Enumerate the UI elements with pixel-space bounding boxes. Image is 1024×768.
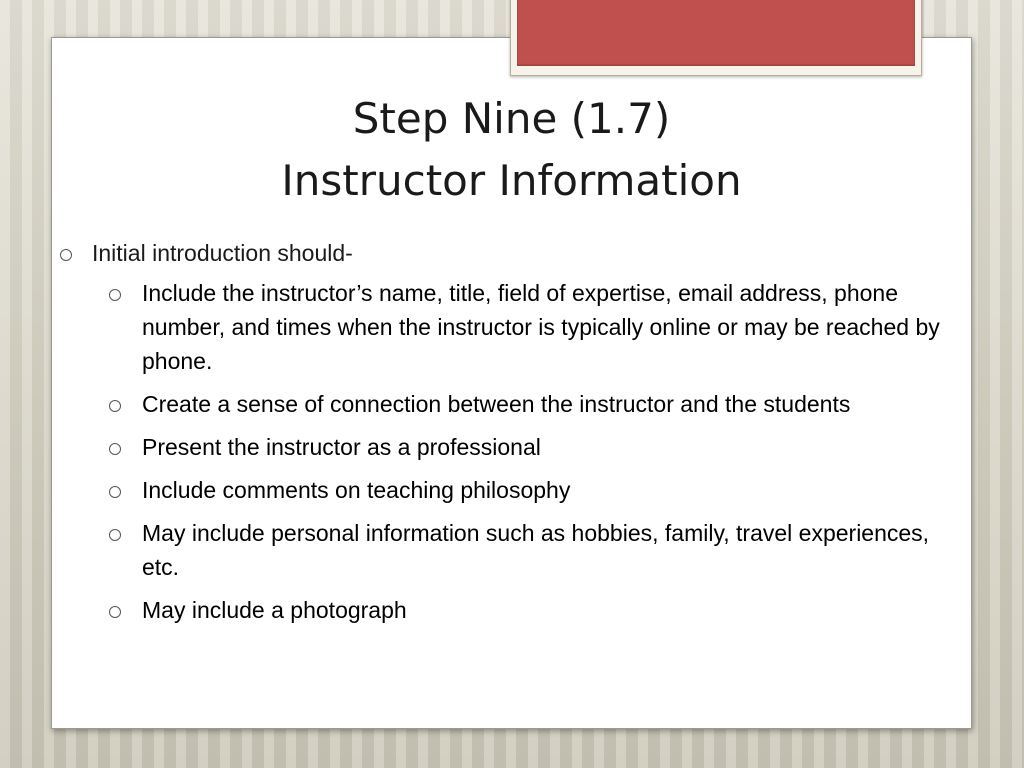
hollow-circle-bullet-icon xyxy=(109,529,121,541)
slide-title xyxy=(51,88,972,212)
list-item-level2 xyxy=(55,593,960,627)
hollow-circle-bullet-icon xyxy=(60,249,72,261)
list-item-level2 xyxy=(55,387,960,421)
list-item-level2 xyxy=(55,276,960,378)
hollow-circle-bullet-icon xyxy=(109,443,121,455)
hollow-circle-bullet-icon xyxy=(109,400,121,412)
list-item-text: May include a photograph xyxy=(142,597,407,623)
list-item-text: Present the instructor as a professional xyxy=(142,434,541,460)
title-line-1: Step Nine (1.7) xyxy=(352,94,671,143)
list-item-text: Create a sense of connection between the instructor and the students xyxy=(142,391,851,417)
list-item-level2 xyxy=(55,473,960,507)
list-item-level2 xyxy=(55,516,960,584)
list-item-level1 xyxy=(55,236,960,270)
hollow-circle-bullet-icon xyxy=(109,486,121,498)
accent-bar xyxy=(517,0,915,66)
bullet-list xyxy=(55,236,960,636)
title-line-2: Instructor Information xyxy=(281,156,742,205)
list-item-text: Initial introduction should- xyxy=(92,240,353,266)
hollow-circle-bullet-icon xyxy=(109,289,121,301)
list-item-text: Include the instructor’s name, title, field of expertise, email address, phone number, and times when the instructor is typically online or may be reached by phone. xyxy=(142,280,940,374)
hollow-circle-bullet-icon xyxy=(109,606,121,618)
list-item-text: Include comments on teaching philosophy xyxy=(142,477,571,503)
list-item-text: May include personal information such as hobbies, family, travel experiences, etc. xyxy=(142,520,930,580)
list-item-level2 xyxy=(55,430,960,464)
